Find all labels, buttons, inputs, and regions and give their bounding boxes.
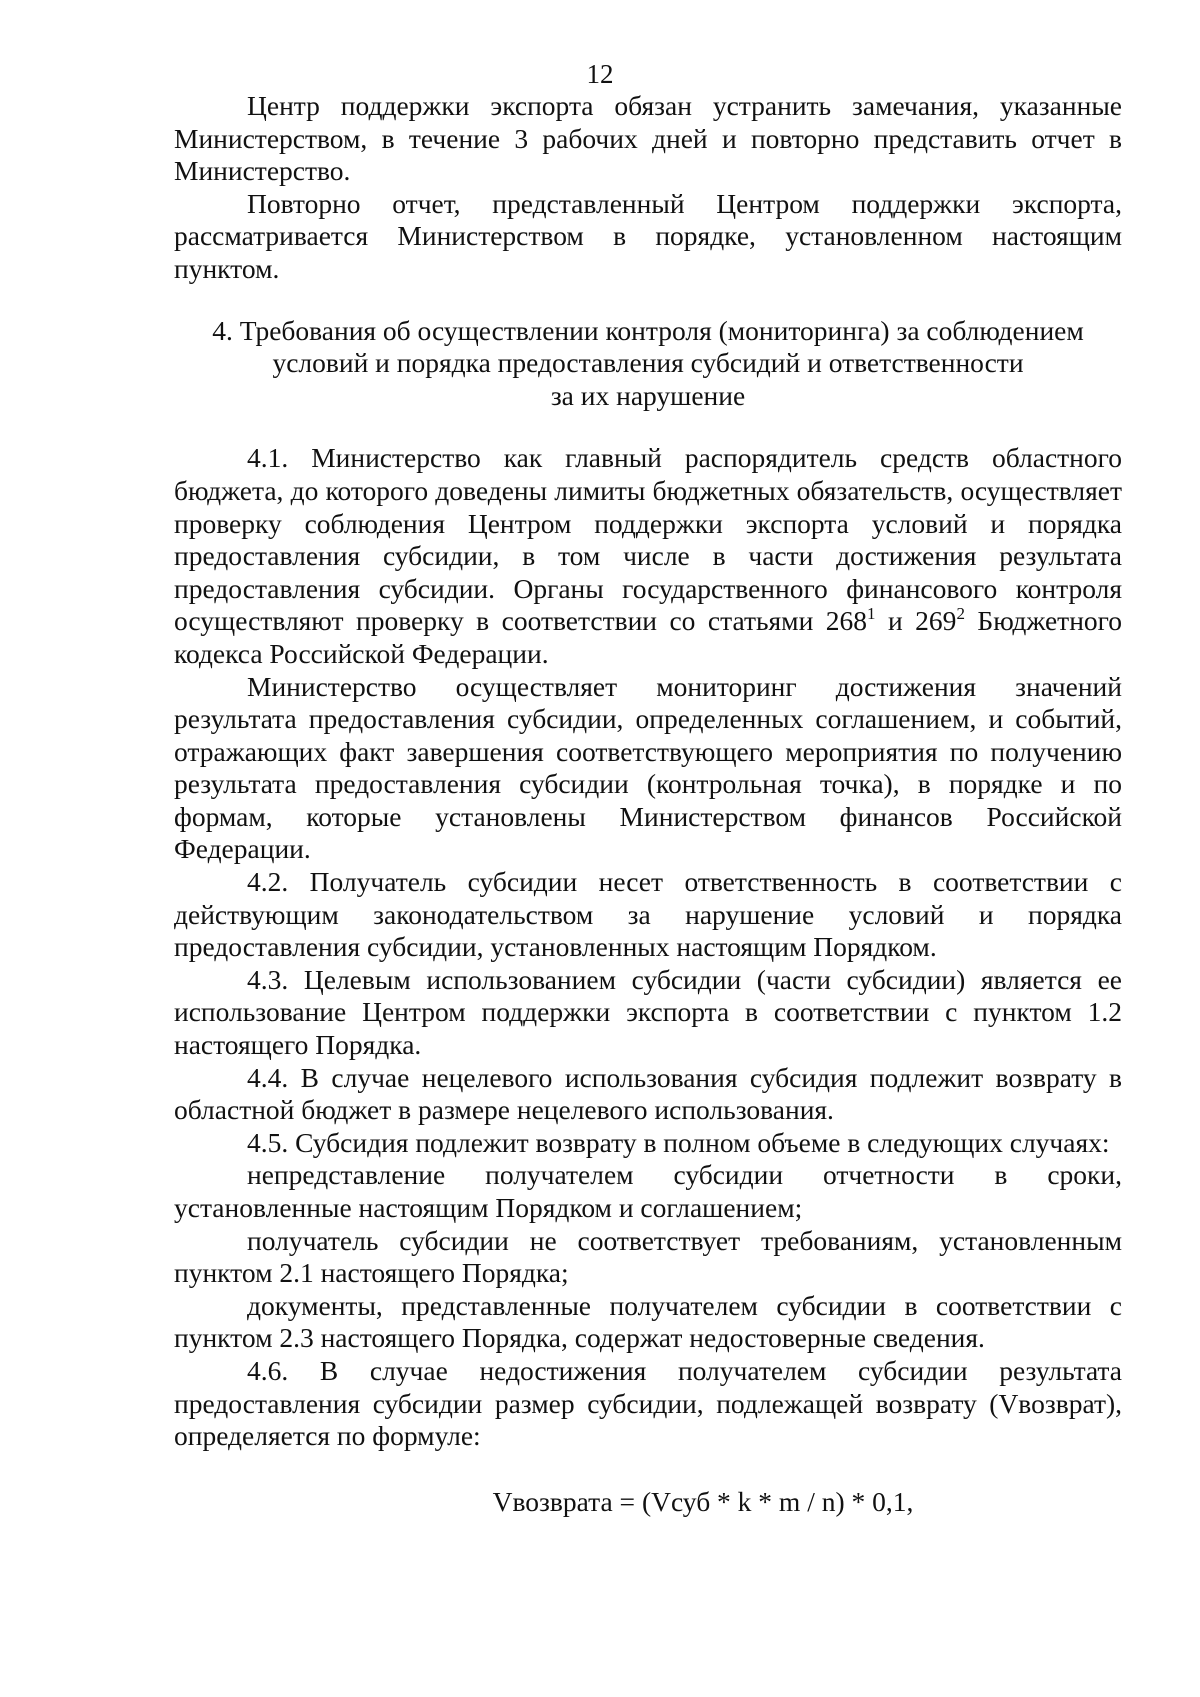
paragraph-4-5: 4.5. Субсидия подлежит возврату в полном объеме в следующих случаях: (247, 1126, 1110, 1158)
paragraph-4-3: 4.3. Целевым использованием субсидии (части субсидии) является ее использование Центром поддержки экспорта в соответствии с пунктом 1.2 настоящего Порядка. (174, 963, 1122, 1061)
refund-formula: Vвозврата = (Vсуб * k * m / n) * 0,1, (492, 1485, 914, 1517)
paragraph-4-2: 4.2. Получатель субсидии несет ответственность в соответствии с действующим законодательством за нарушение условий и порядка предоставления субсидии, установленных настоящим Порядком. (174, 866, 1122, 963)
paragraph-repeat-report: Повторно отчет, представленный Центром поддержки экспорта, рассматривается Министерством в порядке, установленном настоящим пунктом. (174, 187, 1122, 284)
section-heading-line-2: условий и порядка предоставления субсидий и ответственности (272, 347, 1024, 379)
paragraph-4-1-text-a: 4.1. Министерство как главный распорядитель средств областного бюджета, до которого доведены лимиты бюджетных обязательств, осуществляет проверку соблюдения Центром поддержки экспорта условий и порядка предоставления субсидии, в том числе в части достижения результата предоставления субсидии. Органы государственного финансового контроля осуществляют проверку в соответствии со статьями 268 (174, 442, 1122, 637)
paragraph-4-1-text-c: Бюджетного кодекса Российской Федерации. (174, 605, 1123, 669)
paragraph-4-1 (174, 442, 1122, 670)
paragraph-4-1-text-b: и 269 (875, 605, 957, 637)
section-heading-line-3: за их нарушение (550, 379, 746, 411)
list-item-requirements: получатель субсидии не соответствует требованиям, установленным пунктом 2.1 настоящего Порядка; (174, 1224, 1122, 1289)
paragraph-4-6: 4.6. В случае недостижения получателем субсидии результата предоставления субсидии размер субсидии, подлежащей возврату (Vвозврат), определяется по формуле: (174, 1354, 1122, 1452)
paragraph-4-4: 4.4. В случае нецелевого использования субсидия подлежит возврату в областной бюджет в размере нецелевого использования. (174, 1061, 1122, 1126)
section-heading-line-1: 4. Требования об осуществлении контроля (мониторинга) за соблюдением (212, 314, 1084, 346)
document-body (174, 90, 1122, 1518)
article-268-superscript: 1 (867, 604, 876, 624)
page-number: 12 (586, 59, 614, 89)
article-269-superscript: 2 (956, 604, 965, 624)
paragraph-monitoring: Министерство осуществляет мониторинг достижения значений результата предоставления субсидии, определенных соглашением, и событий, отражающих факт завершения соответствующего мероприятия по получению результата предоставления субсидии (контрольная точка), в порядке и по формам, которые установлены Министерством финансов Российской Федерации. (174, 670, 1122, 865)
list-item-no-reporting: непредставление получателем субсидии отчетности в сроки, установленные настоящим Порядком и соглашением; (174, 1159, 1122, 1223)
section-heading-4 (174, 315, 1122, 413)
paragraph-export-center-remarks: Центр поддержки экспорта обязан устранить замечания, указанные Министерством, в течение 3 рабочих дней и повторно представить отчет в Министерство. (174, 90, 1122, 187)
list-item-false-documents: документы, представленные получателем субсидии в соответствии с пунктом 2.3 настоящего Порядка, содержат недостоверные сведения. (174, 1289, 1122, 1354)
